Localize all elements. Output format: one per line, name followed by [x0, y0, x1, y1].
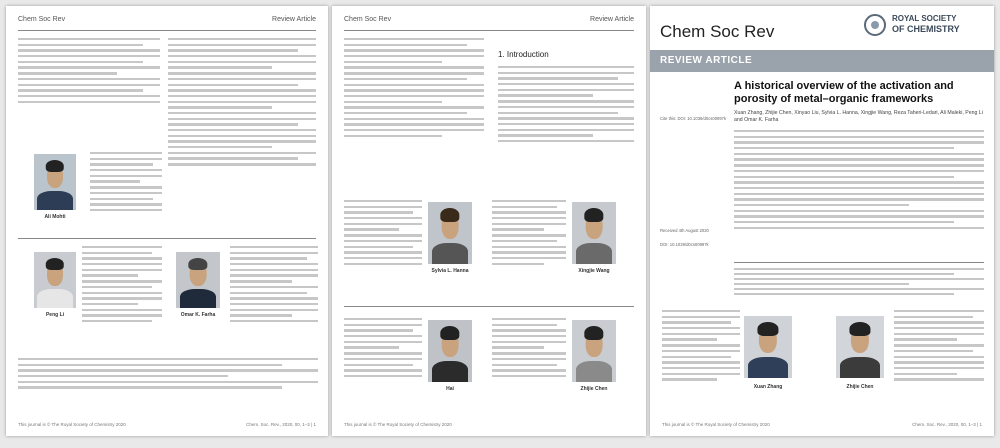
- author-bio: [90, 152, 162, 232]
- author-photo: [744, 316, 792, 378]
- page-1: [6, 6, 328, 436]
- page-header: [18, 16, 316, 28]
- abstract: [734, 130, 984, 232]
- author-photo: [572, 320, 616, 382]
- body-text-left: [344, 38, 484, 188]
- author-photo: [176, 252, 220, 308]
- author-bio: [344, 318, 422, 408]
- author-name: Hai: [446, 386, 454, 392]
- page-header: [344, 16, 634, 28]
- author-name: Ali Mohti: [44, 214, 66, 220]
- header-rule: [344, 30, 634, 31]
- footer-copyright: This journal is © The Royal Society of Chemistry 2020: [344, 422, 452, 427]
- journal-name: Chem Soc Rev: [344, 16, 392, 23]
- body-text-right: [498, 66, 634, 186]
- author-bio: [894, 310, 984, 410]
- article-type-band: [650, 50, 994, 72]
- page-2: [332, 6, 646, 436]
- page-footer: [344, 422, 634, 430]
- cite-this: Cite this: DOI: 10.1039/d0cs00997k: [660, 116, 727, 121]
- author-photo: [34, 252, 76, 308]
- author-name: Xuan Zhang: [753, 384, 783, 390]
- author-name: Zhijie Chen: [580, 386, 608, 392]
- author-name: Zhijie Chen: [846, 384, 874, 390]
- author-bio: [662, 310, 740, 410]
- journal-name: Chem Soc Rev: [18, 16, 66, 23]
- author-bio: [344, 200, 422, 300]
- footer-citation: Chem. Soc. Rev., 2020, 00, 1–3 | 1: [246, 422, 316, 427]
- bio-divider: [18, 238, 316, 239]
- publisher-name-line1: ROYAL SOCIETY: [892, 14, 957, 23]
- publisher-logo: [864, 12, 984, 38]
- author-photo: [428, 320, 472, 382]
- affiliations: [734, 268, 984, 298]
- affiliation-rule: [734, 262, 984, 263]
- body-text-left: [18, 38, 160, 138]
- article-title: A historical overview of the activation and porosity of metal–organic frameworks: [734, 80, 954, 105]
- received-date: Received 4th August 2020: [660, 228, 709, 233]
- bio-divider: [344, 306, 634, 307]
- doi: DOI: 10.1039/d0cs00997k: [660, 242, 709, 247]
- article-type: Review Article: [272, 16, 316, 23]
- journal-title: Chem Soc Rev: [660, 22, 775, 41]
- author-photo: [34, 154, 76, 210]
- footer-citation: Chem. Soc. Rev., 2020, 00, 1–3 | 1: [912, 422, 982, 427]
- section-heading: 1. Introduction: [498, 50, 549, 59]
- footer-copyright: This journal is © The Royal Society of Chemistry 2020: [18, 422, 126, 427]
- author-list: Xuan Zhang, Zhijie Chen, Xinyao Liu, Sylvia L. Hanna, Xingjie Wang, Reza Taheri-Ledari, Ali Maleki, Peng Li and Omar K. Farha: [734, 110, 983, 123]
- author-name: Xingjie Wang: [578, 268, 610, 274]
- author-photo: [836, 316, 884, 378]
- bio-continuation: [18, 358, 318, 398]
- publisher-name-line2: OF CHEMISTRY: [892, 24, 960, 34]
- author-bio: [82, 246, 162, 356]
- body-text-right: [168, 38, 316, 228]
- author-name: Omar K. Farha: [180, 312, 216, 318]
- article-type: Review Article: [590, 16, 634, 23]
- page-footer: [18, 422, 316, 430]
- rsc-crest-icon: [864, 14, 886, 36]
- author-name: Sylvia L. Hanna: [431, 268, 469, 274]
- author-bio: [230, 246, 318, 356]
- footer-copyright: This journal is © The Royal Society of Chemistry 2020: [662, 422, 770, 427]
- article-type-label: REVIEW ARTICLE: [660, 55, 753, 66]
- page-3: [650, 6, 994, 436]
- author-photo: [428, 202, 472, 264]
- author-name: Peng Li: [45, 312, 65, 318]
- page-footer: [662, 422, 982, 430]
- author-bio: [492, 318, 566, 408]
- author-bio: [492, 200, 566, 300]
- author-photo: [572, 202, 616, 264]
- header-rule: [18, 30, 316, 31]
